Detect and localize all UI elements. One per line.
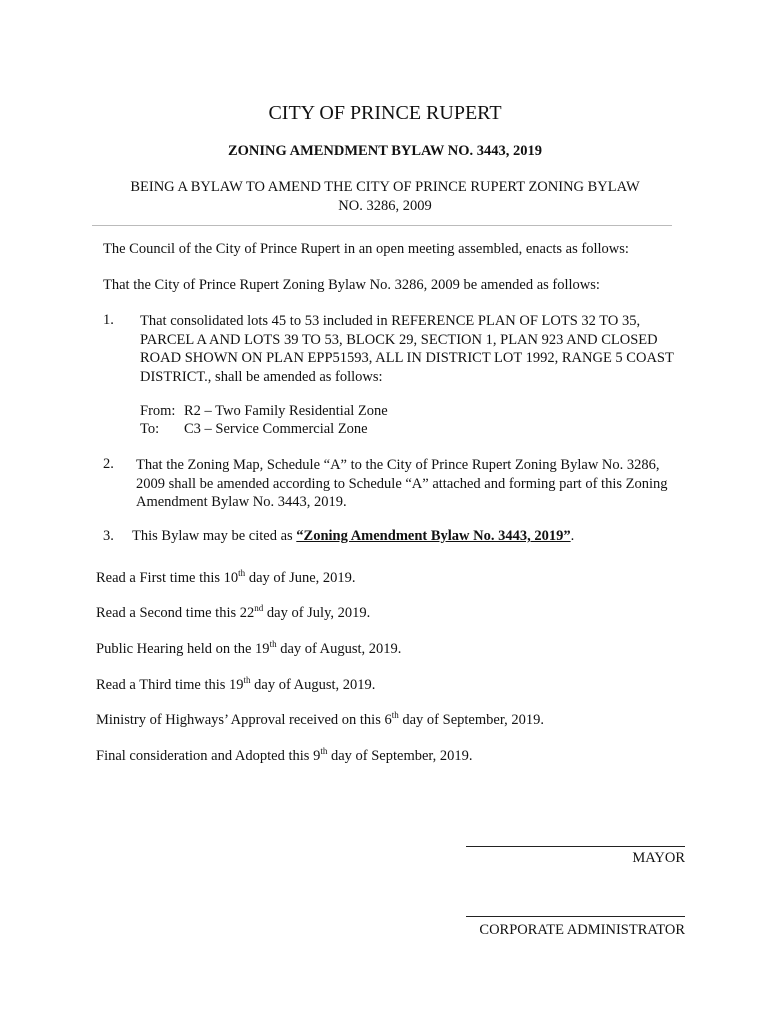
ministry-approval: Ministry of Highways’ Approval received on this 6th day of September, 2019. [96,710,544,728]
item-3-number: 3. [103,528,114,544]
final-adoption: Final consideration and Adopted this 9th day of September, 2019. [96,746,473,764]
item-3-prefix: This Bylaw may be cited as [132,528,297,544]
item-3-text [132,528,574,545]
zoning-to-value: C3 – Service Commercial Zone [184,421,368,437]
public-hearing: Public Hearing held on the 19th day of August, 2019. [96,639,402,657]
mayor-label: MAYOR [632,850,685,866]
item-3-suffix: . [570,528,575,544]
zoning-to-label: To: [140,421,160,437]
bylaw-citation: “Zoning Amendment Bylaw No. 3443, 2019” [296,528,571,544]
reading-first: Read a First time this 10th day of June, 2019. [96,568,356,586]
header-divider [92,225,672,226]
reading-third: Read a Third time this 19th day of August, 2019. [96,675,376,693]
zoning-from-value: R2 – Two Family Residential Zone [184,403,388,419]
amendment-intro: That the City of Prince Rupert Zoning Bylaw No. 3286, 2009 be amended as follows: [103,277,600,293]
item-1-text: That consolidated lots 45 to 53 included in REFERENCE PLAN OF LOTS 32 TO 35, PARCEL A AND LOTS 39 TO 53, BLOCK 29, SECTION 1, PLAN 923 AND CLOSED ROAD SHOWN ON PLAN EPP51593, ALL IN DISTRICT LOT 1992, RANGE 5 COAST DISTRICT., shall be amended as follows: [140,313,674,385]
item-1-number: 1. [103,312,114,328]
administrator-signature-line [466,916,685,917]
zoning-from [140,402,388,420]
administrator-label: CORPORATE ADMINISTRATOR [479,922,685,938]
bylaw-subtitle: ZONING AMENDMENT BYLAW NO. 3443, 2019 [227,143,543,159]
reading-second: Read a Second time this 22nd day of July, 2019. [96,603,371,621]
zoning-from-label: From: [140,403,176,419]
document-title: CITY OF PRINCE RUPERT [268,102,502,124]
item-2-number: 2. [103,456,114,472]
item-2-text: That the Zoning Map, Schedule “A” to the City of Prince Rupert Zoning Bylaw No. 3286, 2009 shall be amended according to Schedule “A” attached and forming part of this Zoning Amendment Bylaw No. 3443, 2019. [136,457,668,510]
council-intro: The Council of the City of Prince Rupert in an open meeting assembled, enacts as follows: [103,241,629,257]
zoning-to [140,420,368,438]
bylaw-description: BEING A BYLAW TO AMEND THE CITY OF PRINCE RUPERT ZONING BYLAW NO. 3286, 2009 [130,179,640,214]
mayor-signature-line [466,846,685,847]
